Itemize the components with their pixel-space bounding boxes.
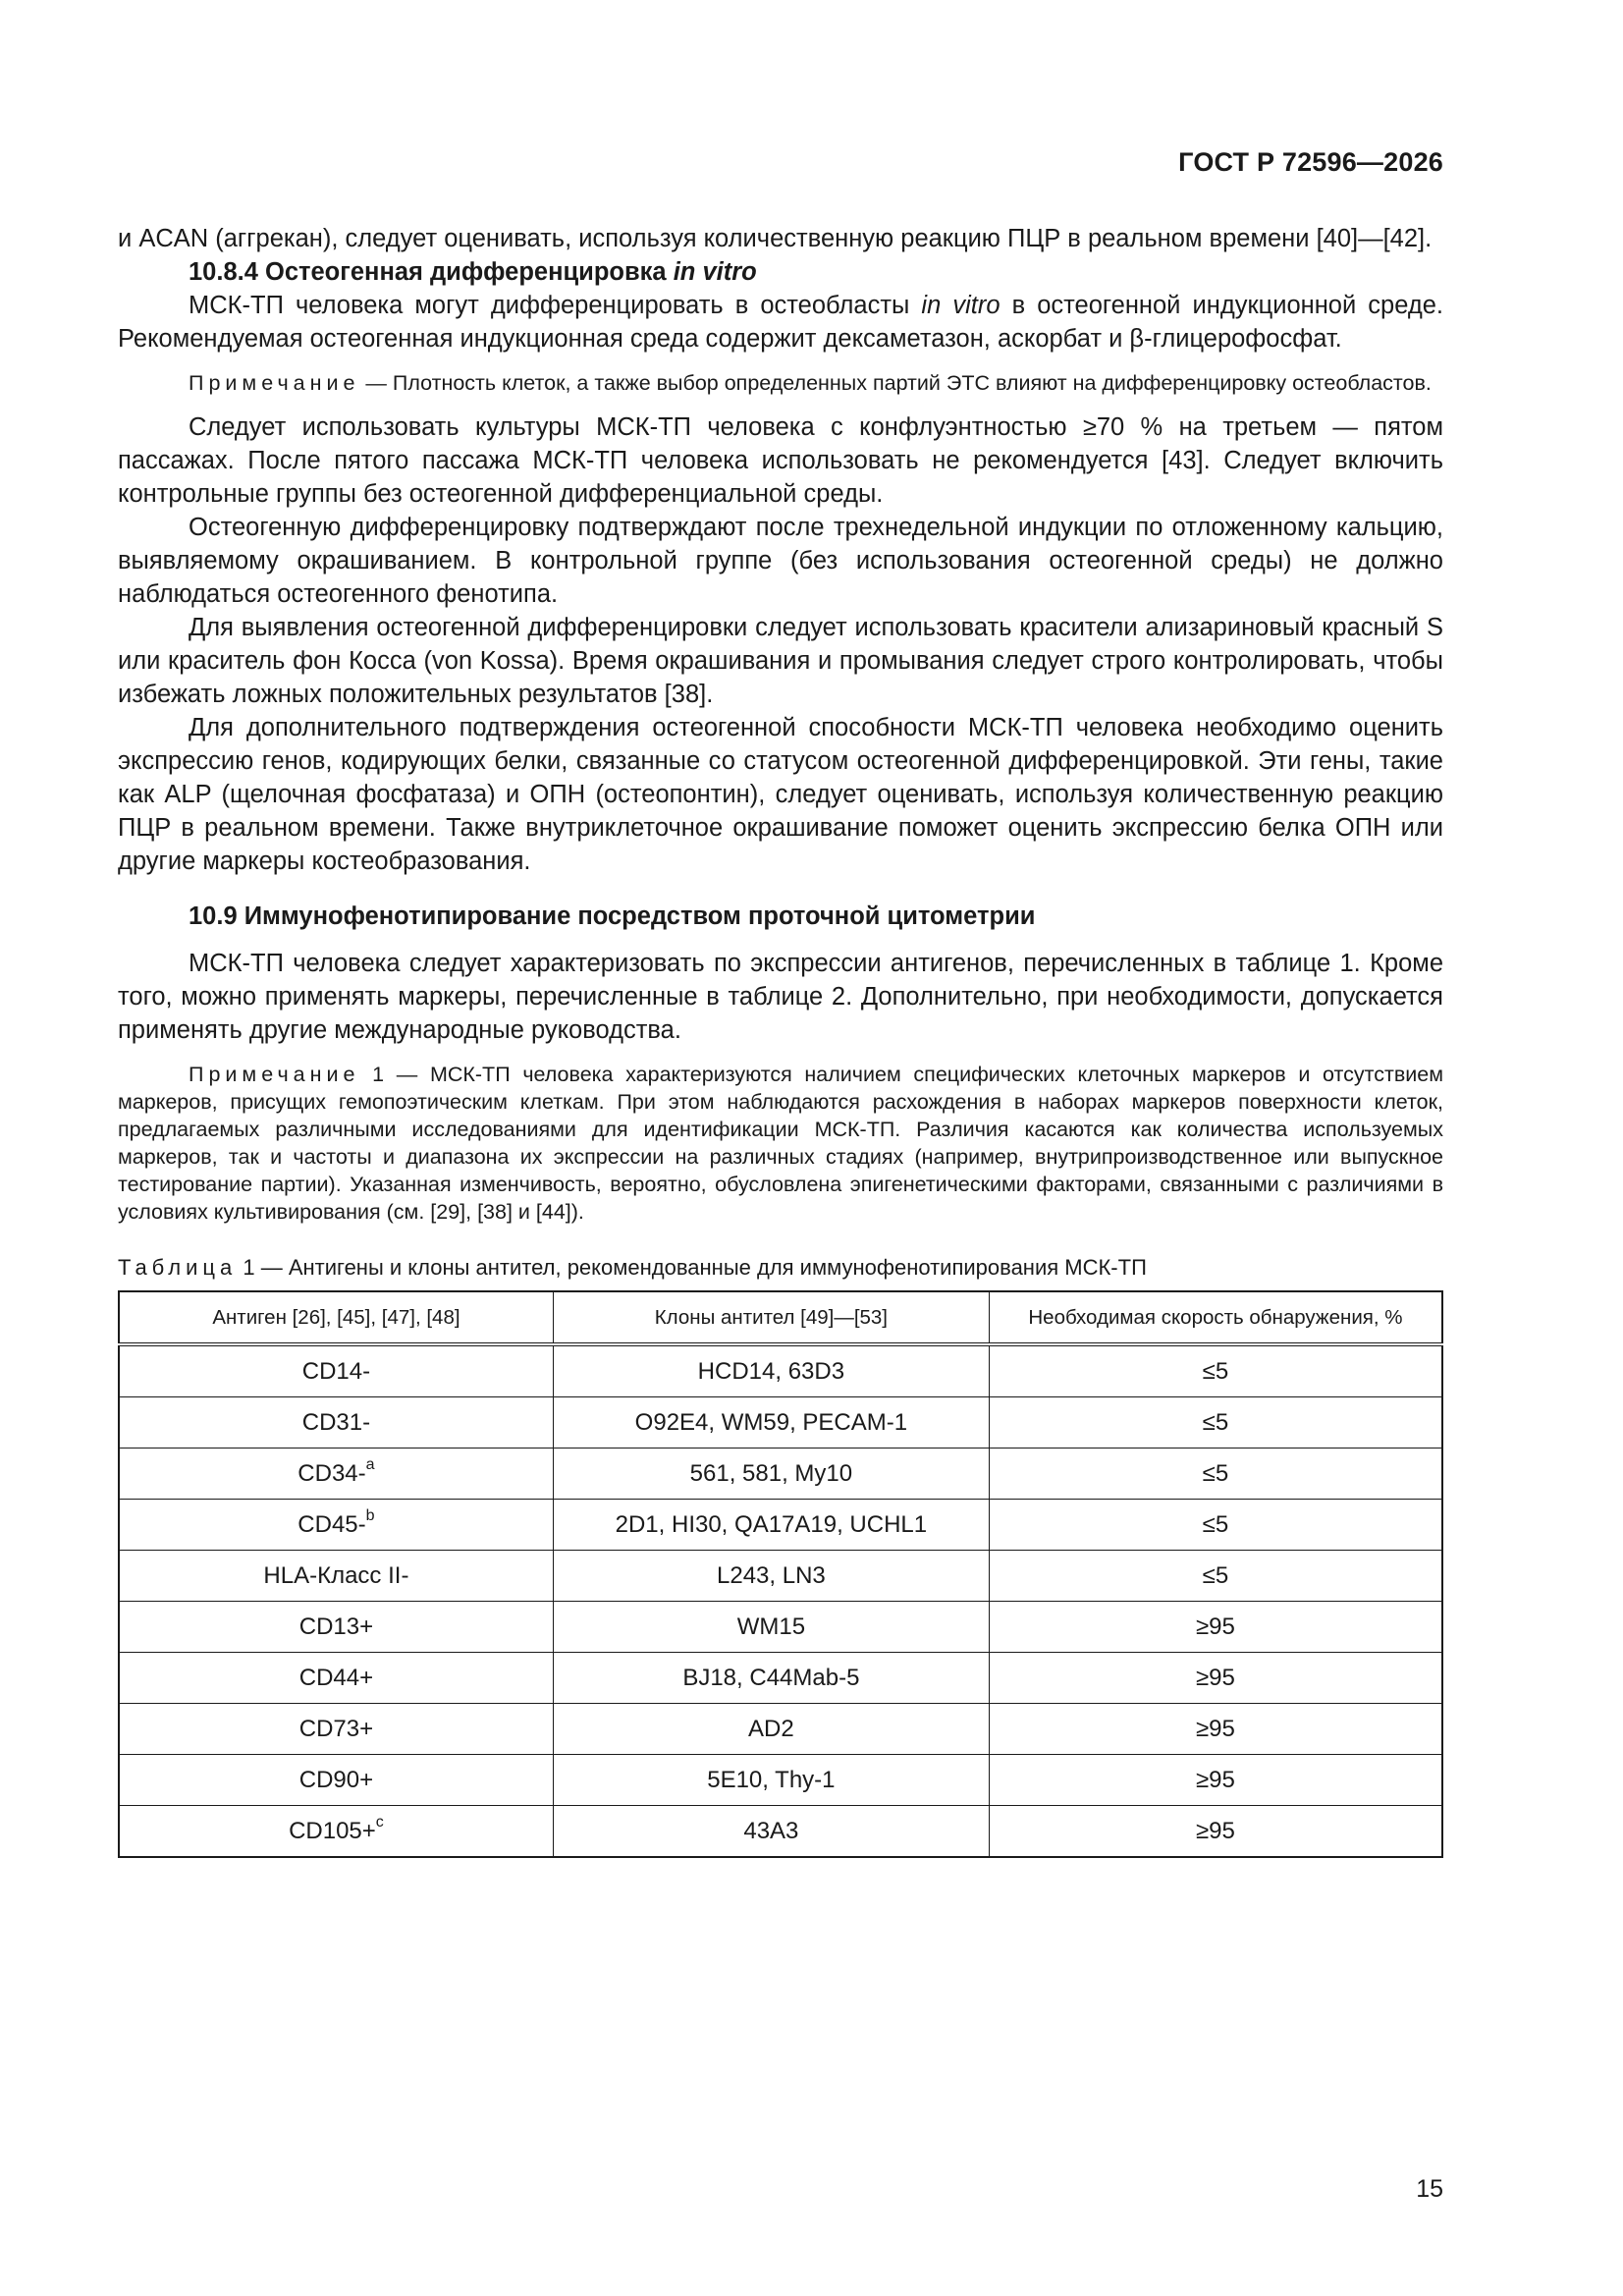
table-row	[119, 1653, 1442, 1704]
table-caption	[118, 1253, 1443, 1283]
clones-cell: 43A3	[553, 1806, 989, 1858]
antigen-name: HLA-Класс II-	[263, 1561, 409, 1589]
table-row	[119, 1551, 1442, 1602]
antigen-cell	[119, 1755, 553, 1806]
clones-cell: 2D1, HI30, QA17A19, UCHL1	[553, 1500, 989, 1551]
antigen-name: CD45-	[298, 1510, 366, 1538]
paragraph: Следует использовать культуры МСК-ТП человека с конфлуэнтностью ≥70 % на третьем — пятом пассажах. После пятого пассажа МСК-ТП человека использовать не рекомендуется [43]. Следует включить контрольные группы без остеогенной дифференциальной среды.	[118, 413, 1443, 508]
clones-cell: 561, 581, My10	[553, 1449, 989, 1500]
clones-cell: 5E10, Thy-1	[553, 1755, 989, 1806]
antigen-cell	[119, 1704, 553, 1755]
page-number: 15	[1416, 2175, 1443, 2203]
antigen-name: CD13+	[298, 1613, 374, 1640]
text-run: в остеогенной индукционной среде. Рекомендуемая остеогенная индукционная среда содержит дексаметазон, аскорбат и β-глицерофосфат.	[118, 292, 1444, 353]
antigen-name: CD31-	[301, 1408, 371, 1436]
antigen-cell	[119, 1449, 553, 1500]
footnote-mark: c	[375, 1813, 384, 1831]
note-text: 1 — МСК-ТП человека характеризуются наличием специфических клеточных маркеров и отсутствием маркеров, присущих гемопоэтическим клеткам. При этом наблюдаются расхождения в наборах маркеров поверхности клеток, предлагаемых различными исследованиями для идентификации МСК-ТП. Различия касаются как количества используемых маркеров, так и частоты и диапазона их экспрессии на различных стадиях (например, внутрипроизводственное или выпускное тестирование партии). Указанная изменчивость, вероятно, обусловлена эпигенетическими факторами, связанными с различиями в условиях культивирования (см. [29], [38] и [44]).	[118, 1063, 1443, 1224]
section-heading-10-9: 10.9 Иммунофенотипирование посредством проточной цитометрии	[189, 902, 1036, 930]
table-row	[119, 1397, 1442, 1449]
table-header-row	[119, 1291, 1442, 1344]
table-row	[119, 1755, 1442, 1806]
table-row	[119, 1500, 1442, 1551]
rate-cell: ≥95	[989, 1704, 1442, 1755]
table-caption-text: 1 — Антигены и клоны антител, рекомендованные для иммунофенотипирования МСК-ТП	[237, 1255, 1147, 1280]
column-header: Клоны антител [49]—[53]	[553, 1291, 989, 1344]
antigen-cell	[119, 1344, 553, 1397]
clones-cell: HCD14, 63D3	[553, 1344, 989, 1397]
rate-cell: ≥95	[989, 1755, 1442, 1806]
clones-cell: L243, LN3	[553, 1551, 989, 1602]
antigen-name: CD90+	[298, 1766, 374, 1793]
note	[118, 1061, 1443, 1226]
antigen-name: CD34-	[298, 1459, 366, 1487]
antigen-cell	[119, 1500, 553, 1551]
table-row	[119, 1806, 1442, 1858]
section-title-italic: in vitro	[673, 258, 757, 286]
antigen-name: CD73+	[298, 1715, 374, 1742]
clones-cell: WM15	[553, 1602, 989, 1653]
column-header: Антиген [26], [45], [47], [48]	[119, 1291, 553, 1344]
antigen-cell	[119, 1653, 553, 1704]
paragraph: Для выявления остеогенной дифференцировки следует использовать красители ализариновый красный S или краситель фон Косса (von Kossa). Время окрашивания и промывания следует строго контролировать, чтобы избежать ложных положительных результатов [38].	[118, 614, 1443, 708]
section-title: 10.8.4 Остеогенная дифференцировка	[189, 258, 674, 286]
table-row	[119, 1704, 1442, 1755]
column-header: Необходимая скорость обнаружения, %	[989, 1291, 1442, 1344]
antigen-name: CD105+	[289, 1817, 376, 1844]
table-caption-label: Таблица	[118, 1255, 238, 1280]
footnote-mark: b	[365, 1506, 375, 1524]
section-heading-10-8-4	[118, 255, 1443, 289]
note-label: Примечание	[189, 371, 360, 395]
rate-cell: ≤5	[989, 1344, 1442, 1397]
clones-cell: BJ18, C44Mab-5	[553, 1653, 989, 1704]
rate-cell: ≥95	[989, 1653, 1442, 1704]
paragraph: Для дополнительного подтверждения остеогенной способности МСК-ТП человека необходимо оценить экспрессию генов, кодирующих белки, связанные со статусом остеогенной дифференцировкой. Эти гены, такие как ALP (щелочная фосфатаза) и ОПН (остеопонтин), следует оценивать, используя количественную реакцию ПЦР в реальном времени. Также внутриклеточное окрашивание поможет оценить экспрессию белка ОПН или другие маркеры костеобразования.	[118, 714, 1443, 875]
clones-cell: AD2	[553, 1704, 989, 1755]
rate-cell: ≥95	[989, 1602, 1442, 1653]
antigen-cell	[119, 1806, 553, 1858]
document-code: ГОСТ Р 72596—2026	[1178, 147, 1443, 177]
rate-cell: ≤5	[989, 1500, 1442, 1551]
paragraph: и ACAN (аггрекан), следует оценивать, используя количественную реакцию ПЦР в реальном времени [40]—[42].	[118, 225, 1433, 252]
note-label: Примечание	[189, 1063, 360, 1086]
antigens-table	[118, 1290, 1443, 1858]
antigen-name: CD44+	[298, 1664, 374, 1691]
antigen-cell	[119, 1551, 553, 1602]
rate-cell: ≥95	[989, 1806, 1442, 1858]
text-run-italic: in vitro	[921, 292, 1001, 319]
antigen-cell	[119, 1397, 553, 1449]
antigen-name: CD14-	[301, 1357, 371, 1385]
rate-cell: ≤5	[989, 1449, 1442, 1500]
table-row	[119, 1602, 1442, 1653]
note	[118, 369, 1443, 397]
text-run: МСК-ТП человека могут дифференцировать в остеобласты	[189, 292, 922, 319]
footnote-mark: a	[365, 1455, 375, 1473]
note-text: — Плотность клеток, а также выбор определенных партий ЭТС влияют на дифференцировку остеобластов.	[359, 371, 1432, 395]
page-body	[118, 222, 1443, 1858]
paragraph	[118, 289, 1443, 355]
rate-cell: ≤5	[989, 1551, 1442, 1602]
antigen-cell	[119, 1602, 553, 1653]
paragraph: Остеогенную дифференцировку подтверждают после трехнедельной индукции по отложенному кальцию, выявляемому окрашиванием. В контрольной группе (без использования остеогенной среды) не должно наблюдаться остеогенного фенотипа.	[118, 514, 1443, 608]
paragraph: МСК-ТП человека следует характеризовать по экспрессии антигенов, перечисленных в таблице 1. Кроме того, можно применять маркеры, перечисленные в таблице 2. Дополнительно, при необходимости, допускается применять другие международные руководства.	[118, 950, 1443, 1044]
rate-cell: ≤5	[989, 1397, 1442, 1449]
clones-cell: O92E4, WM59, PECAM-1	[553, 1397, 989, 1449]
table-row	[119, 1344, 1442, 1397]
table-row	[119, 1449, 1442, 1500]
